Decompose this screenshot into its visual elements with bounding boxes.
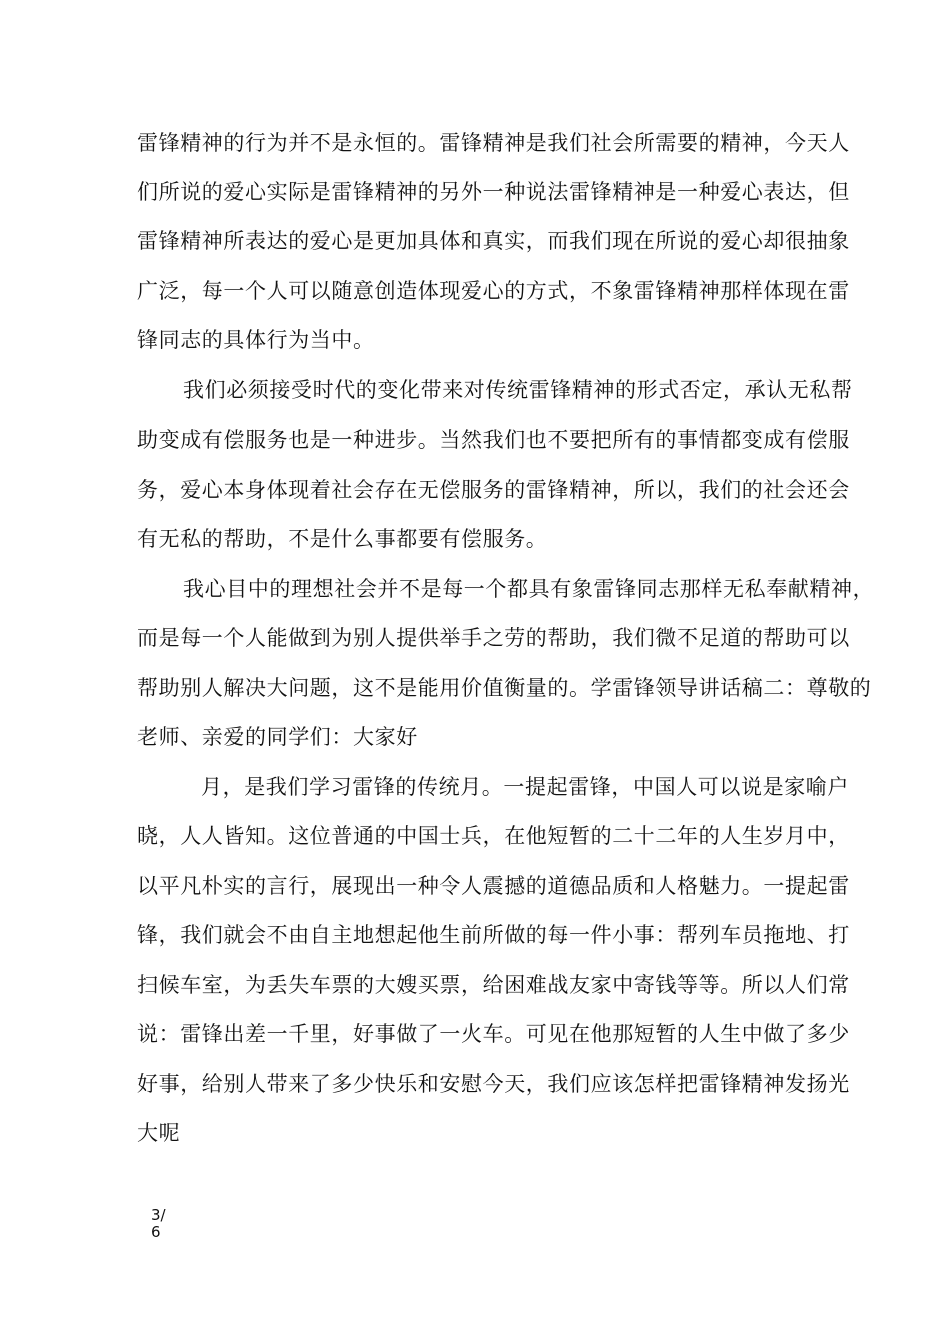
paragraph-4-line-6: 说：雷锋出差一千里，好事做了一火车。可见在他那短暂的人生中做了多少 [137,1022,850,1046]
paragraph-1-line-1: 雷锋精神的行为并不是永恒的。雷锋精神是我们社会所需要的精神，今天人 [137,131,850,155]
page-number: 3/6 [151,1206,166,1241]
paragraph-2-line-2: 助变成有偿服务也是一种进步。当然我们也不要把所有的事情都变成有偿服 [137,428,850,452]
paragraph-2-line-4: 有无私的帮助，不是什么事都要有偿服务。 [137,527,548,551]
paragraph-2-line-1: 我们必须接受时代的变化带来对传统雷锋精神的形式否定，承认无私帮 [183,378,853,402]
paragraph-4-line-1: 月，是我们学习雷锋的传统月。一提起雷锋，中国人可以说是家喻户 [201,775,849,799]
paragraph-3-line-4: 老师、亲爱的同学们：大家好 [137,725,418,749]
paragraph-4-line-7: 好事，给别人带来了多少快乐和安慰今天，我们应该怎样把雷锋精神发扬光 [137,1072,850,1096]
paragraph-4-line-4: 锋，我们就会不由自主地想起他生前所做的每一件小事：帮列车员拖地、打 [137,923,850,947]
paragraph-4-line-3: 以平凡朴实的言行，展现出一种令人震撼的道德品质和人格魅力。一提起雷 [137,874,850,898]
paragraph-4-line-5: 扫候车室，为丢失车票的大嫂买票，给困难战友家中寄钱等等。所以人们常 [137,973,850,997]
paragraph-1-line-2: 们所说的爱心实际是雷锋精神的另外一种说法雷锋精神是一种爱心表达，但 [137,180,850,204]
paragraph-4-line-8: 大呢 [137,1121,181,1145]
paragraph-1-line-5: 锋同志的具体行为当中。 [137,328,375,352]
paragraph-3-line-1: 我心目中的理想社会并不是每一个都具有象雷锋同志那样无私奉献精神， [183,577,875,601]
paragraph-4-line-2: 晓，人人皆知。这位普通的中国士兵，在他短暂的二十二年的人生岁月中， [137,824,850,848]
paragraph-2-line-3: 务，爱心本身体现着社会存在无偿服务的雷锋精神，所以，我们的社会还会 [137,478,850,502]
paragraph-1-line-3: 雷锋精神所表达的爱心是更加具体和真实，而我们现在所说的爱心却很抽象 [137,229,850,253]
paragraph-3-line-3: 帮助别人解决大问题，这不是能用价值衡量的。学雷锋领导讲话稿二：尊敬的 [137,676,872,700]
paragraph-1-line-4: 广泛，每一个人可以随意创造体现爱心的方式，不象雷锋精神那样体现在雷 [137,279,850,303]
paragraph-3-line-2: 而是每一个人能做到为别人提供举手之劳的帮助，我们微不足道的帮助可以 [137,626,850,650]
